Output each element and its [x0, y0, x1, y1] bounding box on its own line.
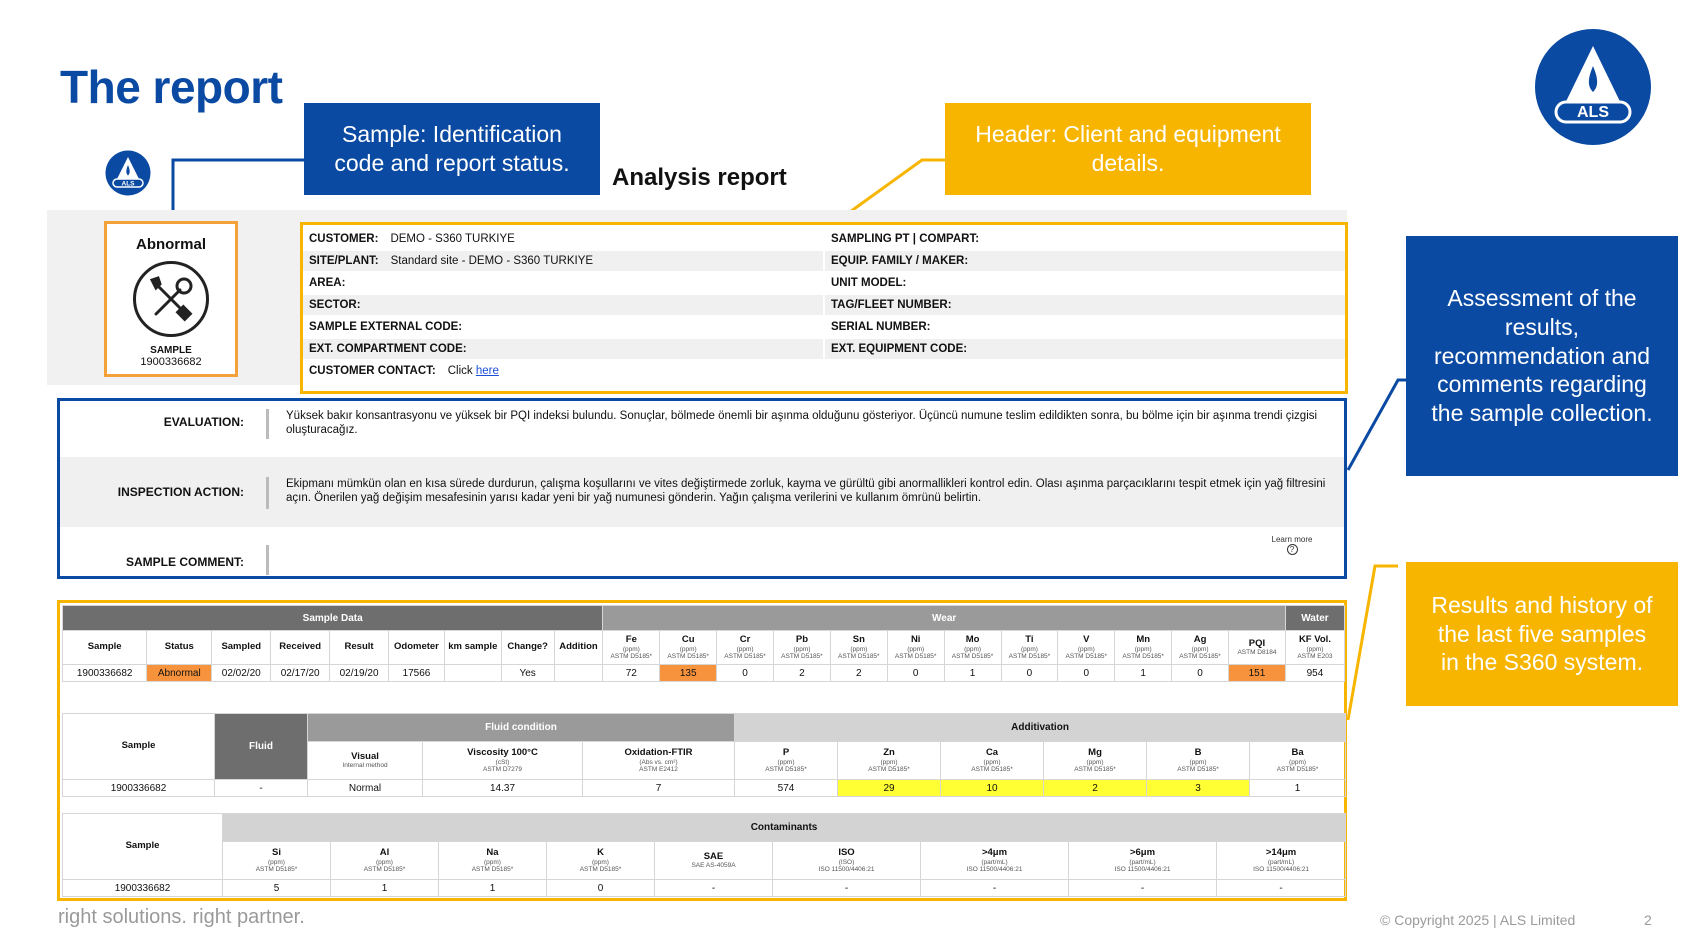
cell: Yes: [501, 665, 554, 682]
header-details-box: [300, 222, 1348, 394]
col-method: SAE AS-4059A: [691, 862, 736, 870]
header-key: EQUIP. FAMILY / MAKER:: [831, 255, 969, 267]
col-unit: (ppm): [1306, 645, 1324, 653]
col-name: Pb: [795, 634, 808, 646]
col-unit: (ppm): [1191, 645, 1209, 653]
cell: 7: [583, 780, 735, 797]
col-name: SAE: [703, 850, 724, 862]
col-name: Ba: [1291, 747, 1304, 759]
cell: 02/02/20: [212, 665, 271, 682]
header-right-row: [825, 229, 1345, 249]
callout-results: [1406, 562, 1678, 706]
col-header: [941, 742, 1044, 780]
callout-assessment: [1406, 236, 1678, 476]
col-unit: (part/mL): [1129, 858, 1156, 866]
customer-contact-link[interactable]: here: [475, 365, 499, 377]
col-unit: (ppm): [983, 758, 1001, 766]
header-key: EXT. EQUIPMENT CODE:: [831, 343, 968, 355]
col-method: ISO 11500/4406:21: [1253, 865, 1309, 873]
col-header: Sample: [63, 714, 215, 780]
col-method: ASTM D5185*: [1065, 652, 1108, 660]
cell: 1900336682: [63, 880, 223, 897]
page-number: 2: [1644, 912, 1652, 928]
col-method: ASTM D5185*: [868, 765, 910, 773]
report-title: Analysis report: [612, 164, 787, 191]
group-sample-data: Sample Data: [63, 606, 603, 631]
header-left-row: [303, 273, 823, 293]
cell: 1: [1115, 665, 1172, 682]
table-row: [63, 665, 1345, 682]
footer-copyright: © Copyright 2025 | ALS Limited: [1380, 912, 1576, 928]
col-header: Addition: [554, 631, 603, 665]
col-name: PQI: [1248, 637, 1266, 649]
col-method: ASTM D5185*: [1008, 652, 1051, 660]
col-name: Ca: [985, 747, 999, 759]
header-left-row: [303, 317, 823, 337]
col-header: [921, 842, 1069, 880]
col-method: ASTM E2412: [639, 765, 678, 773]
cell: [444, 665, 501, 682]
col-method: ISO 11500/4406:21: [966, 865, 1023, 873]
evaluation-box: [57, 398, 1347, 579]
col-header: [838, 742, 941, 780]
cell: 2: [830, 665, 887, 682]
col-name: Cu: [681, 634, 695, 646]
col-unit: (ppm): [1020, 645, 1038, 653]
cell: 574: [735, 780, 838, 797]
col-header: [944, 631, 1001, 665]
header-key: SERIAL NUMBER:: [831, 321, 931, 333]
col-header: [774, 631, 831, 665]
col-unit: (ppm): [376, 858, 393, 866]
col-header: Fluid: [215, 714, 308, 780]
learn-more-link[interactable]: [1260, 535, 1324, 555]
col-name: P: [782, 747, 790, 759]
col-name: >14μm: [1265, 847, 1297, 859]
col-method: ASTM D5185*: [971, 765, 1013, 773]
header-left-row: [303, 295, 823, 315]
header-key: SAMPLE EXTERNAL CODE:: [309, 321, 463, 333]
col-method: ASTM D5185*: [1122, 652, 1164, 660]
slide-title: The report: [60, 61, 283, 113]
cell: Normal: [308, 780, 423, 797]
cell: 0: [547, 880, 655, 897]
col-unit: (ppm): [1134, 645, 1152, 653]
col-name: KF Vol.: [1298, 634, 1331, 646]
col-name: Mn: [1136, 634, 1151, 646]
header-left-row: [303, 251, 823, 271]
cell: 1900336682: [63, 780, 215, 797]
col-method: ASTM D5185*: [951, 652, 994, 660]
wrench-screwdriver-icon: [133, 261, 209, 337]
col-unit: (ppm): [736, 645, 754, 653]
col-unit: (ppm): [777, 758, 795, 766]
header-key: SITE/PLANT:: [309, 255, 379, 267]
callout-sample: [304, 103, 600, 195]
results-table-wear: [62, 605, 1345, 682]
callout-results-text: Results and history of the last five samples in the S360 system.: [1431, 591, 1653, 676]
col-name: Ni: [910, 634, 921, 646]
col-header: [773, 842, 921, 880]
cell: 2: [774, 665, 831, 682]
col-header: [1058, 631, 1115, 665]
table-row: [63, 780, 1346, 797]
header-key: EXT. COMPARTMENT CODE:: [309, 343, 467, 355]
col-name: Cr: [739, 634, 751, 646]
col-header: [1147, 742, 1250, 780]
evaluation-row: [60, 401, 1344, 457]
col-header: Sample: [63, 631, 147, 665]
col-unit: (part/mL): [1267, 858, 1295, 866]
group-water: Water: [1285, 606, 1344, 631]
col-header: Result: [330, 631, 389, 665]
col-header: Sample: [63, 814, 223, 880]
col-unit: (ppm): [268, 858, 285, 866]
cell-warn: 29: [838, 780, 941, 797]
header-left-row: [303, 361, 823, 381]
header-key: SECTOR:: [309, 299, 361, 311]
cell: 17566: [389, 665, 445, 682]
inspection-action-divider: [266, 477, 269, 509]
col-name: Ti: [1025, 634, 1034, 646]
col-header: [308, 742, 423, 780]
cell: 02/17/20: [271, 665, 330, 682]
col-unit: (ppm): [592, 858, 609, 866]
header-key: UNIT MODEL:: [831, 277, 907, 289]
col-unit: (cSt): [495, 758, 510, 766]
col-name: Mo: [965, 634, 980, 646]
col-unit: (part/mL): [981, 858, 1008, 866]
col-header: [655, 842, 773, 880]
cell: 1: [944, 665, 1001, 682]
col-method: ASTM D5185*: [667, 652, 709, 660]
callout-sample-text: Sample: Identification code and report status.: [334, 121, 570, 176]
col-unit: (ppm): [1077, 645, 1095, 653]
col-method: ASTM D7279: [482, 765, 523, 773]
cell: 14.37: [423, 780, 583, 797]
cell: 0: [717, 665, 774, 682]
col-header: Odometer: [389, 631, 445, 665]
col-header: [223, 842, 331, 880]
cell-warn: 3: [1147, 780, 1250, 797]
col-name: Fe: [625, 634, 637, 646]
group-wear: Wear: [603, 606, 1286, 631]
col-header: [887, 631, 944, 665]
col-header: Sampled: [212, 631, 271, 665]
header-right-row: [825, 273, 1345, 293]
sample-status: Abnormal: [135, 236, 206, 253]
header-key: SAMPLING PT | COMPART:: [831, 233, 980, 245]
col-header: Status: [147, 631, 212, 665]
callout-header: [945, 103, 1311, 195]
col-unit: (ppm): [1189, 758, 1207, 766]
col-header: [1069, 842, 1217, 880]
results-box: [57, 600, 1347, 901]
col-name: Ag: [1193, 634, 1207, 646]
header-key: CUSTOMER:: [309, 233, 379, 245]
col-header: [439, 842, 547, 880]
col-name: V: [1083, 634, 1090, 646]
col-header: [1217, 842, 1346, 880]
col-name: Viscosity 100°C: [467, 747, 538, 759]
col-header: [583, 742, 735, 780]
header-right-row: [825, 317, 1345, 337]
col-method: ASTM D5185*: [1177, 765, 1219, 773]
callout-assessment-text: Assessment of the results, recommendation and comments regarding the sample collection.: [1431, 285, 1653, 427]
cell: -: [1217, 880, 1346, 897]
col-header: [1250, 742, 1346, 780]
col-name: Visual: [351, 750, 379, 762]
sample-comment-label: SAMPLE COMMENT:: [126, 555, 244, 569]
header-key: AREA:: [309, 277, 346, 289]
col-method: ASTM D5185*: [894, 652, 937, 660]
col-name: Al: [379, 847, 390, 859]
col-name: B: [1194, 747, 1202, 759]
cell: [554, 665, 603, 682]
col-method: ASTM D5185*: [1276, 765, 1319, 773]
footer-tagline: right solutions. right partner.: [58, 906, 305, 928]
cell: -: [1069, 880, 1217, 897]
group-additivation: Additivation: [735, 714, 1346, 742]
col-name: Sn: [852, 634, 865, 646]
header-right-row: [825, 339, 1345, 359]
col-unit: (ppm): [880, 758, 898, 766]
help-icon: ?: [1287, 544, 1298, 555]
inspection-action-text: Ekipmanı mümkün olan en kısa sürede durdurun, çalışma koşullarını ve vites değiştirmede zorluk, kayma ve gürültü gibi anormallikleri kontrol edin. Olası aşınma parçacıklarını tespit etmek için yağ filtresini açın. Önerilen yağ değişim mesafesinin yarısı kadar yeni bir yağ numunesi gönderin. Yağın çalışma verilerini ve kullanım ömrünü belirtin.: [286, 478, 1326, 505]
col-header: [547, 842, 655, 880]
col-method: ASTM D5185*: [1074, 765, 1116, 773]
sample-status-box: [104, 221, 238, 377]
col-unit: (ppm): [484, 858, 501, 866]
col-method: ASTM D5185*: [255, 865, 298, 873]
results-table-fluid: [62, 713, 1346, 797]
cell: 0: [887, 665, 944, 682]
sample-label: SAMPLE: [150, 345, 192, 356]
col-header: [1172, 631, 1229, 665]
cell: 1: [331, 880, 439, 897]
col-method: ASTM E203: [1297, 652, 1333, 660]
col-header: [331, 842, 439, 880]
cell: 954: [1285, 665, 1344, 682]
inspection-action-row: [60, 457, 1344, 527]
evaluation-text: Yüksek bakır konsantrasyonu ve yüksek bir PQI indeksi bulundu. Sonuçlar, bölmede önemli bir aşınma olduğunu gösteriyor. Üçüncü numune teslim edildikten sonra, bu bölme için bir aşınma trendi çizgisi oluşturacağız.: [286, 410, 1318, 437]
col-name: >6μm: [1129, 847, 1156, 859]
col-unit: (ppm): [850, 645, 868, 653]
col-header: [1115, 631, 1172, 665]
cell-alert: 151: [1229, 665, 1286, 682]
cell: 5: [223, 880, 331, 897]
col-header: [603, 631, 660, 665]
col-method: ISO 11500/4406:21: [818, 865, 875, 873]
col-method: ASTM D8184: [1237, 649, 1277, 657]
col-method: ASTM D5185*: [363, 865, 406, 873]
col-name: Zn: [883, 747, 895, 759]
cell-warn: 10: [941, 780, 1044, 797]
col-header: km sample: [444, 631, 501, 665]
header-value: DEMO - S360 TURKIYE: [390, 233, 515, 245]
header-left-row: [303, 339, 823, 359]
header-right-row: [825, 295, 1345, 315]
col-name: ISO: [838, 847, 855, 859]
learn-more-text: Learn more: [1271, 535, 1313, 544]
cell: -: [655, 880, 773, 897]
col-unit: (ppm): [793, 645, 811, 653]
col-unit: (ppm): [679, 645, 697, 653]
cell: 0: [1058, 665, 1115, 682]
col-unit: (ISO): [838, 858, 855, 866]
col-header: [735, 742, 838, 780]
col-name: Mg: [1088, 747, 1102, 759]
sample-code: 1900336682: [140, 356, 202, 368]
col-header: Change?: [501, 631, 554, 665]
col-unit: (ppm): [964, 645, 982, 653]
sample-comment-row: [60, 527, 1344, 579]
col-method: ASTM D5185*: [579, 865, 622, 873]
col-header: Received: [271, 631, 330, 665]
col-header: [423, 742, 583, 780]
col-unit: (ppm): [907, 645, 925, 653]
evaluation-label: EVALUATION:: [163, 415, 244, 429]
header-value: Click: [447, 365, 473, 377]
col-header: [717, 631, 774, 665]
cell: -: [773, 880, 921, 897]
cell: 0: [1172, 665, 1229, 682]
col-header: [1044, 742, 1147, 780]
cell: 02/19/20: [330, 665, 389, 682]
col-method: ASTM D5185*: [724, 652, 766, 660]
col-unit: (ppm): [1086, 758, 1104, 766]
header-key: CUSTOMER CONTACT:: [309, 365, 436, 377]
table-row: [63, 880, 1346, 897]
col-header: [830, 631, 887, 665]
col-method: ASTM D5185*: [610, 652, 653, 660]
col-method: ASTM D5185*: [1179, 652, 1221, 660]
header-value: Standard site - DEMO - S360 TURKIYE: [390, 255, 594, 267]
col-method: ASTM D5185*: [765, 765, 807, 773]
col-method: ASTM D5185*: [838, 652, 880, 660]
col-method: ASTM D5185*: [781, 652, 823, 660]
inspection-action-label: INSPECTION ACTION:: [117, 485, 244, 499]
cell: -: [921, 880, 1069, 897]
col-name: K: [597, 847, 604, 859]
col-unit: (ppm): [1289, 758, 1307, 766]
cell-warn: 2: [1044, 780, 1147, 797]
col-name: Si: [272, 847, 281, 859]
group-contaminants: Contaminants: [223, 814, 1346, 842]
cell: 72: [603, 665, 660, 682]
col-header: [1001, 631, 1058, 665]
cell: 1: [439, 880, 547, 897]
cell: -: [215, 780, 308, 797]
sample-comment-divider: [266, 545, 269, 575]
results-table-contaminants: [62, 813, 1346, 897]
col-header: [660, 631, 717, 665]
header-right-row: [825, 251, 1345, 271]
header-key: TAG/FLEET NUMBER:: [831, 299, 952, 311]
col-name: Oxidation-FTIR: [624, 747, 693, 759]
col-method: ISO 11500/4406:21: [1114, 865, 1171, 873]
als-logo-large-text: ALS: [1577, 104, 1609, 121]
als-logo-small-text: ALS: [121, 180, 135, 188]
col-name: >4μm: [981, 847, 1008, 859]
col-unit: (ppm): [622, 645, 640, 653]
cell-alert: 135: [660, 665, 717, 682]
header-left-row: [303, 229, 823, 249]
col-unit: (Abs vs. cm²): [639, 758, 678, 766]
evaluation-divider: [266, 409, 269, 439]
status-cell: Abnormal: [147, 665, 212, 682]
cell: 0: [1001, 665, 1058, 682]
col-name: Na: [486, 847, 499, 859]
col-method: ASTM D5185*: [471, 865, 514, 873]
group-fluid-condition: Fluid condition: [308, 714, 735, 742]
callout-header-text: Header: Client and equipment details.: [975, 121, 1281, 176]
col-header: [1285, 631, 1344, 665]
col-unit: Internal method: [342, 762, 388, 770]
cell: 1: [1250, 780, 1346, 797]
col-header: [1229, 631, 1286, 665]
cell: 1900336682: [63, 665, 147, 682]
